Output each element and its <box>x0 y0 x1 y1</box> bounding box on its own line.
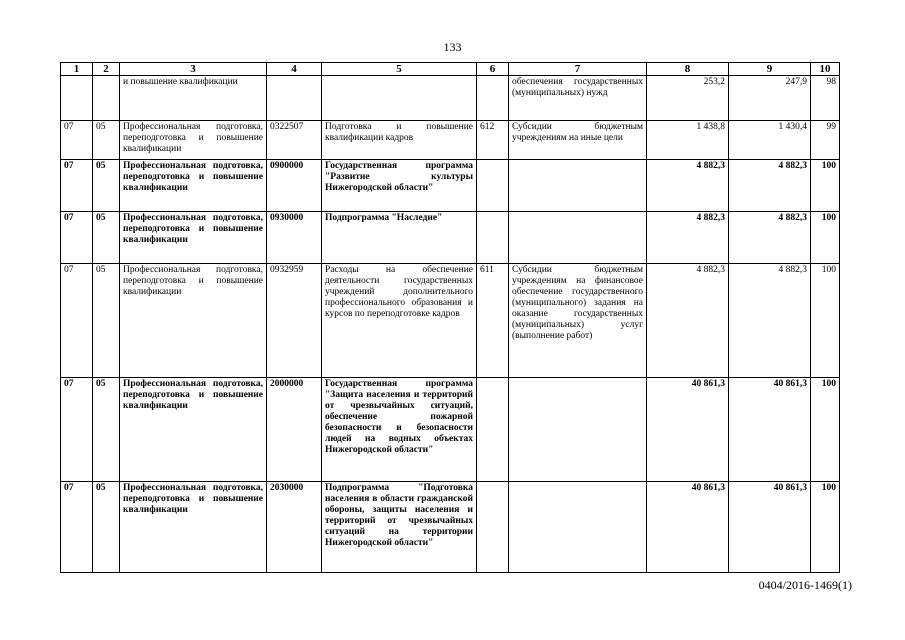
table-cell-col-1: 07 <box>61 212 93 264</box>
table-cell-col-5: Подготовка и повышение квалификации кадров <box>322 121 477 160</box>
table-cell-col-5: Государственная программа "Защита населения и территорий от чрезвычайных ситуаций, обеспечение пожарной безопасности и безопасности людей на водных объектах Нижегородской области" <box>322 378 477 482</box>
col-header-6: 6 <box>477 63 509 76</box>
table-cell-col-8: 40 861,3 <box>647 482 729 573</box>
table-cell-col-7: Субсидии бюджетным учреждениям на иные цели <box>509 121 647 160</box>
table-row <box>61 76 840 121</box>
table-cell-col-9: 1 430,4 <box>729 121 811 160</box>
table-cell-col-2: 05 <box>93 264 120 378</box>
table-cell-col-4: 2030000 <box>267 482 322 573</box>
table-cell-col-10: 100 <box>811 160 840 212</box>
table-cell-col-9: 40 861,3 <box>729 378 811 482</box>
table-cell-col-9: 40 861,3 <box>729 482 811 573</box>
table-cell-col-1: 07 <box>61 264 93 378</box>
table-body <box>61 76 840 573</box>
table-row <box>61 160 840 212</box>
table-cell-col-10: 100 <box>811 264 840 378</box>
table-cell-col-3: Профессиональная подготовка, переподготовка и повышение квалификации <box>120 160 267 212</box>
table-cell-col-10: 100 <box>811 378 840 482</box>
table-cell-col-1: 07 <box>61 121 93 160</box>
table-cell-col-4: 2000000 <box>267 378 322 482</box>
table-cell-col-2: 05 <box>93 378 120 482</box>
table-cell-col-9: 4 882,3 <box>729 212 811 264</box>
table-row <box>61 264 840 378</box>
header-row <box>61 63 840 76</box>
table-cell-col-8: 1 438,8 <box>647 121 729 160</box>
col-header-9: 9 <box>729 63 811 76</box>
table-cell-col-5 <box>322 76 477 121</box>
table-cell-col-7: Субсидии бюджетным учреждениям на финансовое обеспечение государственного (муниципального) задания на оказание государственных (муниципальных) услуг (выполнение работ) <box>509 264 647 378</box>
table-row <box>61 121 840 160</box>
table-cell-col-8: 4 882,3 <box>647 212 729 264</box>
table-cell-col-6 <box>477 160 509 212</box>
table-cell-col-1: 07 <box>61 378 93 482</box>
col-header-10: 10 <box>811 63 840 76</box>
table-row <box>61 482 840 573</box>
table-cell-col-2: 05 <box>93 482 120 573</box>
table-cell-col-1 <box>61 76 93 121</box>
table-cell-col-6 <box>477 212 509 264</box>
table-cell-col-5: Государственная программа "Развитие культуры Нижегородской области" <box>322 160 477 212</box>
table-cell-col-10: 100 <box>811 212 840 264</box>
table-cell-col-6: 611 <box>477 264 509 378</box>
table-cell-col-6: 612 <box>477 121 509 160</box>
table-cell-col-4: 0322507 <box>267 121 322 160</box>
table-cell-col-4 <box>267 76 322 121</box>
table-row <box>61 212 840 264</box>
table-cell-col-8: 4 882,3 <box>647 160 729 212</box>
table-cell-col-4: 0900000 <box>267 160 322 212</box>
table-cell-col-2: 05 <box>93 160 120 212</box>
table-cell-col-5: Подпрограмма "Наследие" <box>322 212 477 264</box>
col-header-3: 3 <box>120 63 267 76</box>
table-cell-col-9: 4 882,3 <box>729 160 811 212</box>
table-cell-col-2: 05 <box>93 212 120 264</box>
col-header-5: 5 <box>322 63 477 76</box>
table-cell-col-3: Профессиональная подготовка, переподготовка и повышение квалификации <box>120 378 267 482</box>
table-cell-col-8: 253,2 <box>647 76 729 121</box>
table-cell-col-3: и повышение квалификации <box>120 76 267 121</box>
table-cell-col-5: Расходы на обеспечение деятельности государственных учреждений дополнительного профессионального образования и курсов по переподготовке кадров <box>322 264 477 378</box>
col-header-2: 2 <box>93 63 120 76</box>
table-cell-col-8: 40 861,3 <box>647 378 729 482</box>
table-cell-col-9: 4 882,3 <box>729 264 811 378</box>
table-cell-col-6 <box>477 76 509 121</box>
table-cell-col-1: 07 <box>61 482 93 573</box>
table-cell-col-9: 247,9 <box>729 76 811 121</box>
document-code: 0404/2016-1469(1) <box>758 578 852 592</box>
table-cell-col-8: 4 882,3 <box>647 264 729 378</box>
page-number: 133 <box>443 40 462 54</box>
table-cell-col-7 <box>509 160 647 212</box>
table-row <box>61 378 840 482</box>
budget-table <box>60 62 840 573</box>
table-cell-col-10: 100 <box>811 482 840 573</box>
table-cell-col-10: 98 <box>811 76 840 121</box>
table-cell-col-6 <box>477 482 509 573</box>
table-cell-col-7: обеспечения государственных (муниципальных) нужд <box>509 76 647 121</box>
col-header-4: 4 <box>267 63 322 76</box>
col-header-7: 7 <box>509 63 647 76</box>
table-cell-col-3: Профессиональная подготовка, переподготовка и повышение квалификации <box>120 121 267 160</box>
table-cell-col-4: 0930000 <box>267 212 322 264</box>
table-cell-col-2 <box>93 76 120 121</box>
table-cell-col-3: Профессиональная подготовка, переподготовка и повышение квалификации <box>120 212 267 264</box>
table-cell-col-3: Профессиональная подготовка, переподготовка и повышение квалификации <box>120 264 267 378</box>
table-cell-col-6 <box>477 378 509 482</box>
table-cell-col-7 <box>509 378 647 482</box>
col-header-8: 8 <box>647 63 729 76</box>
table-cell-col-3: Профессиональная подготовка, переподготовка и повышение квалификации <box>120 482 267 573</box>
table-cell-col-10: 99 <box>811 121 840 160</box>
table-cell-col-7 <box>509 212 647 264</box>
table-cell-col-1: 07 <box>61 160 93 212</box>
table-cell-col-4: 0932959 <box>267 264 322 378</box>
table-cell-col-5: Подпрограмма "Подготовка населения в области гражданской обороны, защиты населения и территорий от чрезвычайных ситуаций на территории Нижегородской области" <box>322 482 477 573</box>
col-header-1: 1 <box>61 63 93 76</box>
table-cell-col-7 <box>509 482 647 573</box>
table-cell-col-2: 05 <box>93 121 120 160</box>
